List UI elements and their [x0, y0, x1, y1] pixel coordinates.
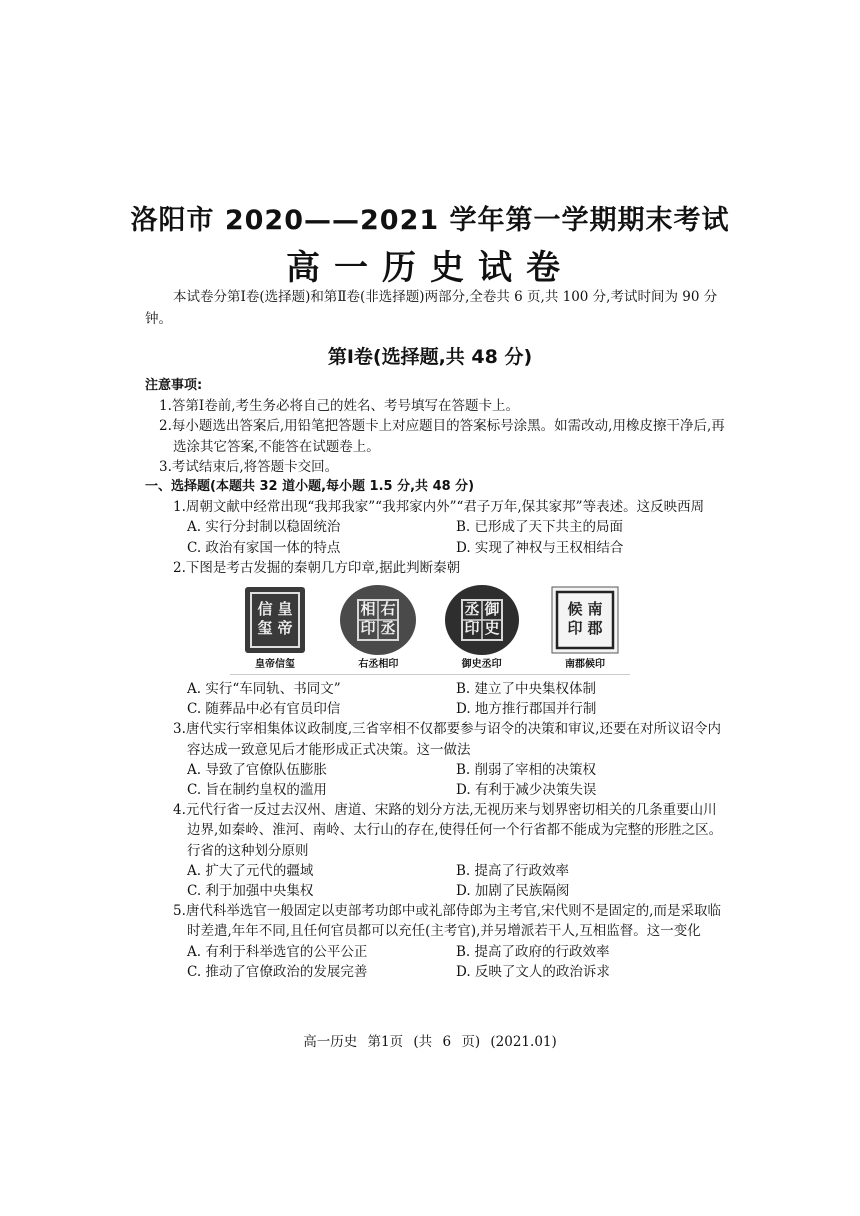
- option-c: C. 政治有家国一体的特点: [187, 539, 341, 556]
- seal-glyph: 玺: [257, 619, 273, 638]
- note-item: 2.每小题选出答案后,用铅笔把答题卡上对应题目的答案标号涂黑。如需改动,用橡皮擦干净后,再选涂其它答案,不能答在试题卷上。: [159, 418, 725, 455]
- option-d: D. 有利于减少决策失误: [456, 782, 597, 799]
- option-d: D. 地方推行郡国并行制: [456, 701, 597, 718]
- option-a: A. 有利于科举选官的公平公正: [187, 943, 368, 960]
- exam-title: 洛阳市 2020——2021 学年第一学期期末考试: [130, 205, 730, 236]
- option-b: B. 已形成了天下共主的局面: [456, 519, 624, 536]
- option-c: C. 随葬品中必有官员印信: [187, 701, 341, 718]
- seal-glyph: 南: [587, 600, 603, 619]
- option-c: C. 推动了官僚政治的发展完善: [187, 963, 368, 980]
- seal-figure: [230, 582, 630, 675]
- seal-caption: 御史丞印: [461, 659, 502, 671]
- seal-glyph: 史: [484, 619, 500, 638]
- seal-body-icon: [245, 587, 305, 653]
- intro-paragraph: 本试卷分第Ⅰ卷(选择题)和第Ⅱ卷(非选择题)两部分,全卷共 6 页,共 100 分,考试时间为 90 分钟。: [145, 289, 718, 327]
- option-d: D. 实现了神权与王权相结合: [456, 539, 624, 556]
- seal-glyph: 御: [484, 600, 500, 619]
- option-b: B. 提高了行政效率: [456, 862, 570, 879]
- seal-caption: 右丞相印: [358, 659, 399, 671]
- seal-glyph: 候: [567, 600, 583, 619]
- option-a: A. 实行“车同轨、书同文”: [187, 681, 341, 698]
- question-4-stem: 4.元代行省一反过去汉州、唐道、宋路的划分方法,无视历来与划界密切相关的几条重要山川边界,如秦岭、淮河、南岭、太行山的存在,使得任何一个行省都不能成为完整的形胜之区。行省的这种划分原则: [173, 802, 723, 859]
- seal-glyph: 帝: [277, 619, 293, 638]
- option-a: A. 导致了官僚队伍膨胀: [187, 761, 327, 778]
- exam-body: [145, 376, 725, 982]
- option-d: D. 反映了文人的政治诉求: [456, 963, 610, 980]
- seal-body-icon: [552, 587, 618, 653]
- question-5-options: [145, 942, 725, 982]
- note-item: 3.考试结束后,将答题卡交回。: [159, 458, 339, 475]
- seal-glyph: 郡: [587, 619, 603, 638]
- option-b: B. 提高了政府的行政效率: [456, 943, 610, 960]
- note-item: 1.答第Ⅰ卷前,考生务必将自己的姓名、考号填写在答题卡上。: [159, 398, 520, 415]
- seal-glyph: 信: [257, 600, 273, 619]
- question-2-stem: 2.下图是考古发掘的秦朝几方印章,据此判断秦朝: [173, 559, 461, 576]
- seal-item: [333, 582, 423, 672]
- seal-glyph: 右: [380, 600, 396, 619]
- question-2-options: [145, 679, 725, 719]
- seal-image: [540, 582, 630, 658]
- option-a: A. 实行分封制以稳固统治: [187, 519, 341, 536]
- section-title: 第Ⅰ卷(选择题,共 48 分): [327, 346, 533, 368]
- seal-glyph: 印: [464, 619, 480, 638]
- seal-glyph: 丞: [380, 619, 396, 638]
- part-heading: 一、选择题(本题共 32 道小题,每小题 1.5 分,共 48 分): [145, 479, 475, 495]
- seal-image: [230, 582, 320, 658]
- question-1-options: [145, 517, 725, 557]
- notes-title: 注意事项:: [145, 378, 203, 393]
- seal-glyph: 相: [360, 600, 376, 619]
- question-3-options: [145, 760, 725, 800]
- seal-glyph: 印: [567, 619, 583, 638]
- seal-glyph: 印: [360, 619, 376, 638]
- page-footer: 高一历史 第1页 (共 6 页) (2021.01): [303, 1034, 557, 1050]
- seal-image: [333, 582, 423, 658]
- seal-glyph: 皇: [277, 600, 293, 619]
- question-3-stem: 3.唐代实行宰相集体议政制度,三省宰相不仅都要参与诏令的决策和审议,还要在对所议诏令内容达成一致意见后才能形成正式决策。这一做法: [173, 721, 721, 758]
- question-4-options: [145, 861, 725, 901]
- option-c: C. 利于加强中央集权: [187, 883, 314, 900]
- seal-glyph: 丞: [464, 600, 480, 619]
- seal-caption: 南郡候印: [564, 659, 605, 671]
- subject-title: 高一历史试卷: [286, 248, 574, 288]
- seal-item: [437, 582, 527, 672]
- seal-item: [540, 582, 630, 672]
- option-d: D. 加剧了民族隔阂: [456, 883, 570, 900]
- question-5-stem: 5.唐代科举选官一般固定以吏部考功郎中或礼部侍郎为主考官,宋代则不是固定的,而是采取临时差遣,年年不同,且任何官员都可以充任(主考官),并另增派若干人,互相监督。这一变化: [173, 903, 721, 940]
- seal-image: [437, 582, 527, 658]
- seal-item: [230, 582, 320, 672]
- option-a: A. 扩大了元代的疆域: [187, 862, 314, 879]
- option-b: B. 建立了中央集权体制: [456, 681, 597, 698]
- question-1-stem: 1.周朝文献中经常出现“我邦我家”“我邦家内外”“君子万年,保其家邦”等表述。这反映西周: [173, 499, 705, 516]
- seal-caption: 皇帝信玺: [255, 659, 295, 671]
- option-b: B. 削弱了宰相的决策权: [456, 761, 597, 778]
- option-c: C. 旨在制约皇权的滥用: [187, 782, 327, 799]
